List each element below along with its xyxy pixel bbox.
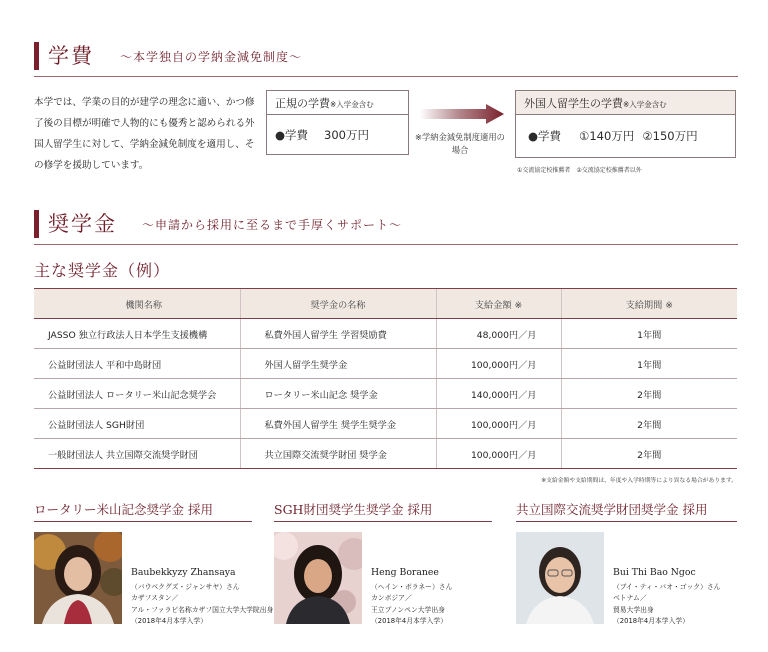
student-2-kana: （ヘイン・ボラネー）さん [371, 582, 453, 591]
table-row [34, 379, 737, 409]
international-tuition-body [516, 115, 735, 157]
student-1-photo [34, 532, 122, 624]
regular-tuition-heading [267, 91, 408, 115]
student-1-info [131, 567, 273, 628]
table-header-row [34, 289, 737, 319]
reduction-note: ※学納金減免制度適用の場合 [415, 132, 505, 155]
regular-heading-note: ※入学金含む [330, 100, 374, 109]
student-3-country: ベトナム／ [613, 594, 647, 602]
international-value-2: ②150万円 [642, 129, 698, 143]
cell-organization: 公益財団法人 ロータリー米山記念奨学会 [34, 379, 240, 409]
international-heading-note: ※入学金含む [623, 100, 667, 109]
international-footnote: ①交流協定校推薦者 ②交流協定校推薦者以外 [517, 167, 642, 174]
student-1-name: Baubekkyzy Zhansaya [131, 567, 236, 578]
cell-organization: 公益財団法人 SGH財団 [34, 409, 240, 439]
regular-item-label: ●学費 [275, 128, 309, 142]
regular-heading-text: 正規の学費 [275, 97, 330, 110]
tuition-title: 学費 [48, 44, 94, 68]
cell-period: 2年間 [561, 409, 737, 439]
international-tuition-box [515, 90, 736, 158]
cell-period: 1年間 [561, 349, 737, 379]
student-3-entry: （2018年4月本学入学） [613, 617, 689, 625]
student-1-kana: （バウベクグズ・ジャンサヤ）さん [131, 582, 240, 591]
cell-scholarship-name: 私費外国人留学生 奨学生奨学金 [240, 409, 436, 439]
student-1-entry: （2018年4月本学入学） [131, 617, 207, 625]
table-footnote: ※支給金額や支給期間は、年度や入学時期等により異なる場合があります。 [541, 478, 737, 484]
student-2-entry: （2018年4月本学入学） [371, 617, 447, 625]
international-item-label: ●学費 [528, 129, 562, 143]
student-3-info [613, 567, 720, 628]
column-header: 支給金額 ※ [436, 289, 561, 319]
regular-tuition-box [266, 90, 409, 155]
cell-amount: 140,000円／月 [436, 379, 561, 409]
student-2-heading: SGH財団奨学生奨学金 採用 [274, 502, 433, 517]
student-1-school: アル・ファラビ名称カザフ国立大学大学院出身 [131, 605, 274, 614]
table-row [34, 409, 737, 439]
column-header: 奨学金の名称 [240, 289, 436, 319]
international-value-1: ①140万円 [579, 129, 635, 143]
column-header: 支給期間 ※ [561, 289, 737, 319]
student-3-divider [516, 521, 737, 522]
scholarship-table [34, 288, 737, 469]
student-2-info [371, 567, 452, 628]
cell-amount: 100,000円／月 [436, 349, 561, 379]
section-divider [34, 244, 738, 245]
student-2-country: カンボジア／ [371, 594, 412, 602]
cell-period: 2年間 [561, 439, 737, 469]
cell-scholarship-name: 私費外国人留学生 学習奨励費 [240, 319, 436, 349]
column-header: 機関名称 [34, 289, 240, 319]
regular-tuition-body [267, 115, 408, 155]
table-row [34, 349, 737, 379]
student-3-name: Bui Thi Bao Ngoc [613, 567, 696, 578]
student-1-divider [34, 521, 252, 522]
student-3-school: 貿易大学出身 [613, 605, 654, 614]
student-3-heading: 共立国際交流奨学財団奨学金 採用 [516, 502, 708, 517]
cell-organization: 公益財団法人 平和中島財団 [34, 349, 240, 379]
tuition-intro: 本学では、学業の目的が建学の理念に適い、かつ修了後の目標が明確で人物的にも優秀と認められる外国人留学生に対して、学納金減免制度を適用し、その修学を援助しています。 [34, 97, 255, 171]
cell-amount: 100,000円／月 [436, 409, 561, 439]
cell-scholarship-name: ロータリー米山記念 奨学金 [240, 379, 436, 409]
cell-period: 2年間 [561, 379, 737, 409]
student-3-photo [516, 532, 604, 624]
student-2-name: Heng Boranee [371, 567, 439, 578]
scholarship-subtitle: 〜申請から採用に至るまで手厚くサポート〜 [142, 218, 403, 232]
table-row [34, 319, 737, 349]
section-divider [34, 76, 738, 77]
cell-organization: JASSO 独立行政法人日本学生支援機構 [34, 319, 240, 349]
international-tuition-heading [516, 91, 735, 115]
table-row [34, 439, 737, 469]
cell-period: 1年間 [561, 319, 737, 349]
cell-amount: 48,000円／月 [436, 319, 561, 349]
cell-scholarship-name: 共立国際交流奨学財団 奨学金 [240, 439, 436, 469]
regular-item-value: 300万円 [324, 128, 369, 142]
student-2-school: 王立プノンペン大学出身 [371, 605, 445, 614]
student-1-country: カザフスタン／ [131, 594, 179, 602]
cell-amount: 100,000円／月 [436, 439, 561, 469]
student-1-heading: ロータリー米山記念奨学金 採用 [34, 502, 213, 517]
tuition-subtitle: 〜本学独自の学納金減免制度〜 [120, 50, 303, 64]
international-heading-text: 外国人留学生の学費 [524, 97, 623, 110]
student-3-kana: （ブイ・ティ・バオ・ゴック）さん [613, 582, 721, 591]
scholarship-title: 奨学金 [48, 212, 117, 236]
student-2-photo [274, 532, 362, 624]
cell-organization: 一般財団法人 共立国際交流奨学財団 [34, 439, 240, 469]
section-accent-bar [34, 42, 39, 70]
scholarship-table-title: 主な奨学金（例） [34, 261, 171, 280]
student-2-divider [274, 521, 492, 522]
arrow-right-icon [420, 104, 504, 124]
section-accent-bar [34, 210, 39, 238]
cell-scholarship-name: 外国人留学生奨学金 [240, 349, 436, 379]
